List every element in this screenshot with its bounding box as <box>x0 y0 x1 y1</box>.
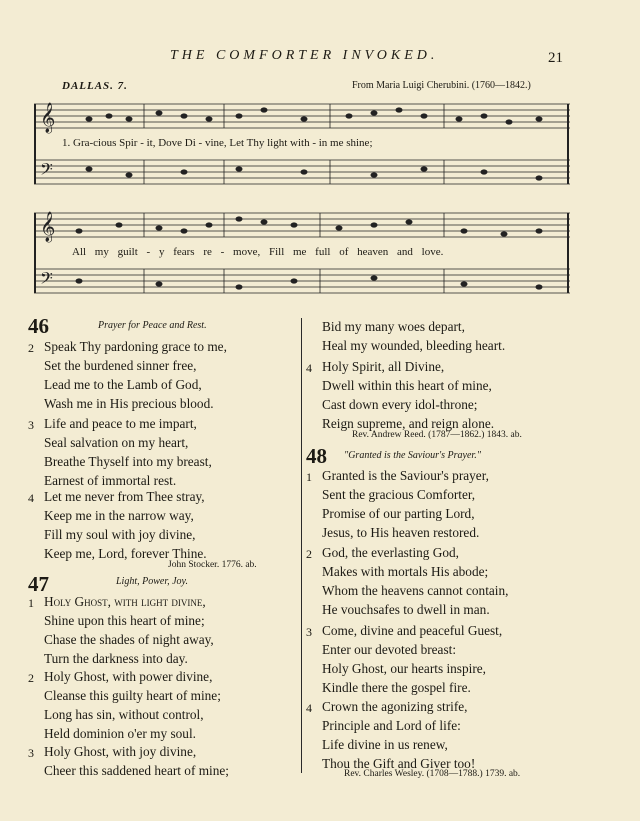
verse-line: Reign supreme, and reign alone. <box>322 416 495 431</box>
verse-line: Wash me in His precious blood. <box>44 396 214 411</box>
verse-line: Seal salvation on my heart, <box>44 435 189 450</box>
verse-line: Sent the gracious Comforter, <box>322 487 476 502</box>
verse-line: Holy Ghost, with light divine, <box>44 594 206 609</box>
verse-line: Whom the heavens cannot contain, <box>322 583 509 598</box>
verse-line: Set the burdened sinner free, <box>44 358 197 373</box>
verse-line: Jesus, to His heaven restored. <box>322 525 480 540</box>
verse-line: Cast down every idol-throne; <box>322 397 478 412</box>
hymn-number-48: 48 <box>306 444 327 468</box>
verse-line: Promise of our parting Lord, <box>322 506 475 521</box>
page-number: 21 <box>548 50 563 66</box>
verse-number: 1 <box>28 596 34 610</box>
verse-line: Shine upon this heart of mine; <box>44 613 205 628</box>
hymn-48-title: "Granted is the Saviour's Prayer." <box>344 450 481 461</box>
verse-number: 2 <box>28 671 34 685</box>
verse-line: Cleanse this guilty heart of mine; <box>44 688 221 703</box>
verse-line: Crown the agonizing strife, <box>322 699 468 714</box>
verse-line: Earnest of immortal rest. <box>44 473 177 488</box>
verse-line: Dwell within this heart of mine, <box>322 378 492 393</box>
verse-number: 4 <box>306 361 312 375</box>
verse-line: Long has sin, without control, <box>44 707 204 722</box>
verse-number: 1 <box>306 470 312 484</box>
verse-line: Let me never from Thee stray, <box>44 489 205 504</box>
verse-number: 4 <box>28 491 34 505</box>
verse-line: Bid my many woes depart, <box>322 319 465 334</box>
verse-number: 2 <box>306 547 312 561</box>
verse-line: Kindle there the gospel fire. <box>322 680 471 695</box>
verse-line: Held dominion o'er my soul. <box>44 726 196 741</box>
verse-line: Holy Ghost, our hearts inspire, <box>322 661 486 676</box>
hymn-48-attribution: Rev. Charles Wesley. (1708—1788.) 1739. ab. <box>344 769 521 779</box>
verse-line: He vouchsafes to dwell in man. <box>322 602 490 617</box>
lyrics-line-2: All my guilt - y fears re - move, Fill me full of heaven and love. <box>72 246 444 258</box>
composer-credit: From Maria Luigi Cherubini. (1760—1842.) <box>352 80 531 91</box>
tune-name: DALLAS. 7. <box>62 80 128 92</box>
verse-number: 3 <box>306 625 312 639</box>
page-header <box>0 48 640 72</box>
verse-number: 4 <box>306 701 312 715</box>
verse-line: Thou the Gift and Giver too! <box>322 756 476 771</box>
hymn-47-title: Light, Power, Joy. <box>116 576 188 587</box>
verse-number: 3 <box>28 746 34 760</box>
verse-line: Breathe Thyself into my breast, <box>44 454 212 469</box>
verse-line: Holy Spirit, all Divine, <box>322 359 445 374</box>
verse-number: 2 <box>28 341 34 355</box>
hymn-number-47: 47 <box>28 572 49 596</box>
verse-line: Turn the darkness into day. <box>44 651 188 666</box>
running-title: THE COMFORTER INVOKED. <box>170 48 439 63</box>
verse-line: Principle and Lord of life: <box>322 718 461 733</box>
hymn-47-attribution: Rev. Andrew Reed. (1787—1862.) 1843. ab. <box>352 430 522 440</box>
verse-line: Lead me to the Lamb of God, <box>44 377 202 392</box>
verse-line: Holy Ghost, with power divine, <box>44 669 213 684</box>
verse-line: Fill my soul with joy divine, <box>44 527 196 542</box>
verse-line: Keep me, Lord, forever Thine. <box>44 546 207 561</box>
svg-text:𝄞: 𝄞 <box>40 103 56 133</box>
verse-number: 3 <box>28 418 34 432</box>
hymn-number-46: 46 <box>28 314 49 338</box>
verse-line: Granted is the Saviour's prayer, <box>322 468 489 483</box>
verse-line: Heal my wounded, bleeding heart. <box>322 338 506 353</box>
hymn-46-attribution: John Stocker. 1776. ab. <box>168 560 257 570</box>
verse-line: Speak Thy pardoning grace to me, <box>44 339 227 354</box>
verse-line: Life divine in us renew, <box>322 737 448 752</box>
verse-line: Enter our devoted breast: <box>322 642 457 657</box>
verse-line: Life and peace to me impart, <box>44 416 197 431</box>
svg-text:𝄢: 𝄢 <box>40 268 53 292</box>
lyrics-line-1: 1. Gra-cious Spir - it, Dove Di - vine, Let Thy light with - in me shine; <box>62 137 373 149</box>
verse-line: Cheer this saddened heart of mine; <box>44 763 229 778</box>
hymn-46-title: Prayer for Peace and Rest. <box>98 320 207 331</box>
verse-line: Makes with mortals His abode; <box>322 564 489 579</box>
column-divider <box>301 318 302 773</box>
verse-line: Come, divine and peaceful Guest, <box>322 623 503 638</box>
verse-line: Holy Ghost, with joy divine, <box>44 744 197 759</box>
verse-line: God, the everlasting God, <box>322 545 460 560</box>
verse-line: Keep me in the narrow way, <box>44 508 194 523</box>
svg-text:𝄞: 𝄞 <box>40 212 56 242</box>
verse-line: Chase the shades of night away, <box>44 632 214 647</box>
svg-text:𝄢: 𝄢 <box>40 159 53 183</box>
